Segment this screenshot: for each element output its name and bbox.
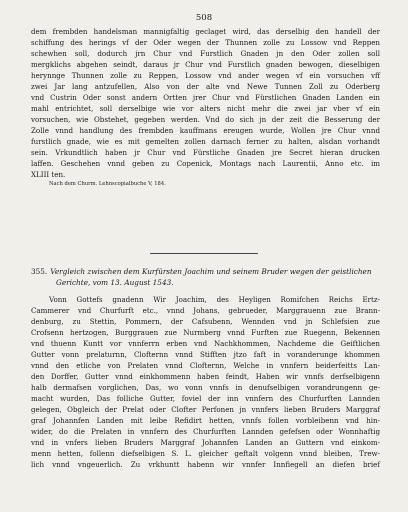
text-line: gelegen, Obgleich der Prelat oder Clofter Perfonen jn vnnfers lieben Bruders Marggraf — [31, 405, 380, 414]
text-line: schewhen soll, dodurch jrn Chur vnd Furstlich Gnaden jn den Oder zollen soll — [31, 49, 380, 58]
text-line: halb dermafsen vorglichen, Das, wo vonn vnnfs in denufselbigen vorandrungenn ge- — [31, 383, 380, 392]
text-line: sein. Vrkundtlich haben jr Chur vnd Fürstliche Gnaden jre Secret hieran drucken — [31, 148, 380, 157]
text-line: wider, do die Prelaten in vnnfern des Churfurften Lannden gefefsen oder Wonnhaftig — [31, 427, 380, 436]
text-line: furstlich gnade, wie es mit gemelten zollen darnach ferner zu halten, alsdan vorhandt — [31, 137, 380, 146]
section-heading — [31, 267, 372, 276]
text-line: laffen. Geschehen vnnd geben zu Copenick, Montags nach Laurentii, Anno etc. im — [31, 159, 380, 168]
text-line: macht wurden, Das folliche Gutter, foviel der inn vnnfern des Churfurften Lannden — [31, 394, 380, 403]
text-line: mergklichs abgehen seindt, daraus jr Chur vnd Furstlich gnaden bewogen, dieselbigen — [31, 60, 380, 69]
text-line: schiffung des herings vf der Oder wegen der Thunnen zolle zu Lossow vnd Reppen — [31, 38, 380, 47]
page-number: 508 — [195, 13, 213, 23]
text-line: vorsuchen, wie Obstehet, gegeben werden. Vnd do sich jn der zeit die Besserung der — [31, 115, 380, 124]
text-line: Gutter vonn prelaturnn, Clofternn vnnd Stifften jtzo faft in voranderunge khommen — [31, 350, 380, 359]
text-line: menn hetten, follenn diefselbigen S. L. gleicher geftalt volgenn vnnd bleiben, Trew- — [31, 449, 380, 458]
text-line: Crofsenn hertzogen, Burggrauen zue Nurmberg vnnd Furften zue Ruegenn, Bekennen — [31, 328, 380, 337]
text-line: graf Johannfen Landen mit leibe Refidirt hetten, vnnfs follen vorbleibenn vnd hin- — [31, 416, 380, 425]
text-line: Vonn Gottefs gnadenn Wir Joachim, des Heyligen Romifchen Reichs Ertz- — [49, 295, 380, 304]
section-heading-line: Vergleich zwischen dem Kurfürsten Joachim und seinem Bruder wegen der geistlichen — [50, 267, 372, 276]
text-line: vnnd den etliche von Prelaten vnnd Clofternn, Welche in vnnfern beiderfeitts Lan- — [31, 361, 380, 370]
text-line: herynnge Thunnen zolle zu Reppen, Lossow vnd ander wegen vf ein vorsuchen vff — [31, 71, 380, 80]
text-line: XLIII ten. — [31, 170, 66, 179]
section-heading-line: Gerichte, vom 13. August 1543. — [56, 278, 174, 287]
text-line: denburg, zu Stettin, Pommern, der Cafsubenn, Wennden vnd jn Schlefsien zue — [31, 317, 380, 326]
text-line: den Dorffer, Gutter vnnd einkhommenn haben feindt, Haben wir vnnfs derfselbigenn — [31, 372, 380, 381]
text-line: Zolle vnnd handlung des frembden kauffmans ereugen wurde, Wollen jre Chur vnnd — [31, 126, 380, 135]
text-line: Cammerer vnd Churfurft etc., vnnd Johans, gebrueder, Marggrauenn zue Brann- — [31, 306, 380, 315]
text-line: zwei Jar lang antzufellen, Also von der alte vnd Newe Tunnen Zoll zu Oderberg — [31, 82, 380, 91]
text-line: vnd thuenn Kuntt vor vnnferrn erben vnd Nachkhommen, Nachdeme die Geiftlichen — [31, 339, 380, 348]
source-note: Nach dem Churm. Lehnscopialbuche V, 184. — [49, 181, 166, 187]
text-line: mahl entrichtet, soll derselbige wie vor alters nicht mehr die zwei jar vber vf ein — [31, 104, 380, 113]
text-line: dem frembden handelsman mannigfaltig geclaget wird, das derselbig den handell der — [31, 27, 380, 36]
text-line: lich vnnd vngeuerlich. Zu vrkhuntt habenn wir vnnfer Innfiegell an diefen brief — [31, 460, 380, 469]
section-number: 355. — [31, 267, 48, 276]
text-line: vnd Custrin Oder sonst andern Ortten jrer Chur vnd Fürstlichen Gnaden Landen ein — [31, 93, 380, 102]
text-line: vnd in vnfers lieben Bruders Marggraf Johannfen Landen an Guttern vnd einkom- — [31, 438, 380, 447]
section-divider — [150, 253, 258, 254]
